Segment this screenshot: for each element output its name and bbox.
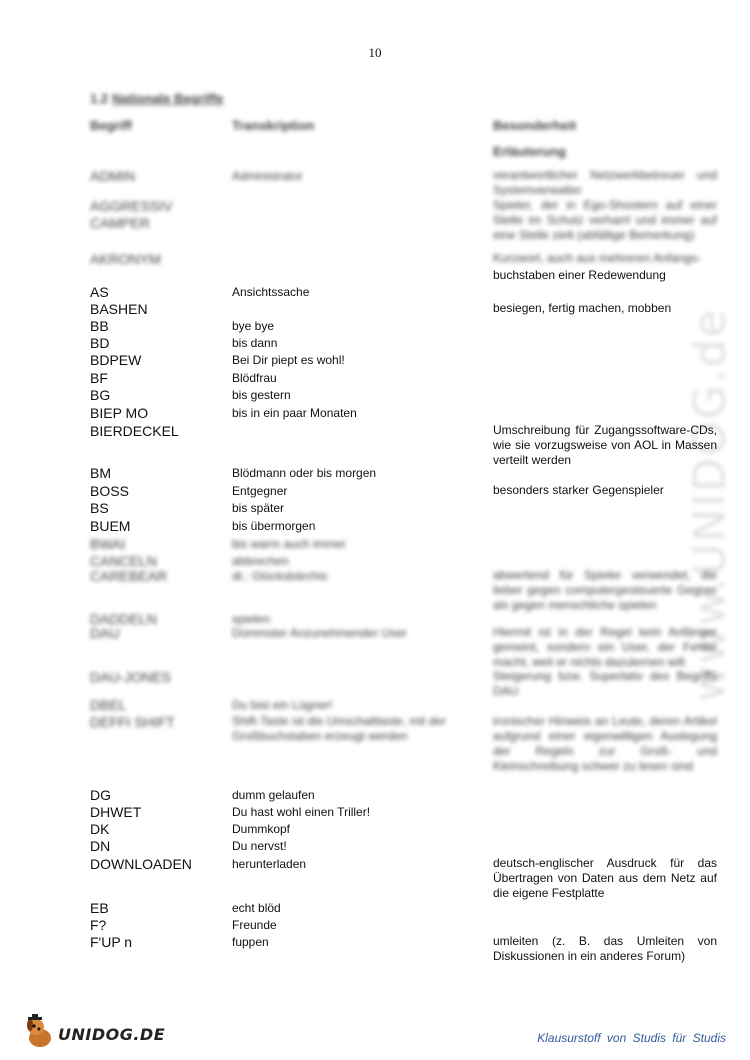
notes-cell: besiegen, fertig machen, mobben bbox=[493, 301, 672, 315]
transcription-cell: spielen bbox=[232, 612, 271, 626]
term-cell: BG bbox=[90, 387, 111, 403]
term-cell: BDPEW bbox=[90, 352, 142, 368]
transcription-cell: Blödmann oder bis morgen bbox=[232, 466, 377, 480]
notes-cell: Kurzwort, auch aus mehreren Anfangs- bbox=[493, 251, 702, 265]
transcription-cell: bis dann bbox=[232, 336, 278, 350]
term-cell: AS bbox=[90, 284, 109, 300]
term-cell: BIEP MO bbox=[90, 405, 149, 421]
term-cell: BF bbox=[90, 370, 108, 386]
section-name: Nationale Begriffe bbox=[112, 91, 224, 106]
transcription-cell: Dummkopf bbox=[232, 822, 291, 836]
transcription-cell: abbrechen bbox=[232, 554, 289, 568]
transcription-cell: Blödfrau bbox=[232, 371, 277, 385]
term-cell: BASHEN bbox=[90, 301, 148, 317]
transcription-cell: bye bye bbox=[232, 319, 275, 333]
transcription-cell: bis später bbox=[232, 501, 285, 515]
transcription-cell: bis gestern bbox=[232, 388, 291, 402]
notes-cell: besonders starker Gegenspieler bbox=[493, 483, 664, 497]
transcription-cell: Bei Dir piept es wohl! bbox=[232, 353, 345, 367]
term-cell: BUEM bbox=[90, 518, 131, 534]
transcription-cell: Shift-Taste ist die Umschalttaste, mit der Großbuchstaben erzeugt werden bbox=[232, 714, 447, 743]
transcription-cell: bis in ein paar Monaten bbox=[232, 406, 357, 420]
term-cell: DG bbox=[90, 787, 111, 803]
term-cell: BIERDECKEL bbox=[90, 423, 179, 439]
column-header-notes-sub: Erläuterung bbox=[493, 144, 566, 159]
transcription-cell: Du bist ein Lügner! bbox=[232, 698, 333, 712]
notes-cell: ironischer Hinweis an Leute, deren Artikel aufgrund einer eigenwilligen Auslegung der Regeln zur Groß- und Kleinschreibung schwer zu lesen sind bbox=[493, 714, 717, 773]
term-cell: BM bbox=[90, 465, 111, 481]
term-cell: DADDELN bbox=[90, 611, 157, 627]
transcription-cell: fuppen bbox=[232, 935, 269, 949]
term-cell: BD bbox=[90, 335, 110, 351]
term-cell: DAU-JONES bbox=[90, 669, 171, 685]
transcription-cell: echt blöd bbox=[232, 901, 281, 915]
term-cell: BB bbox=[90, 318, 109, 334]
term-cell: AKRONYM bbox=[90, 251, 161, 267]
transcription-cell: bis warm auch immer bbox=[232, 537, 347, 551]
transcription-cell: Dümmster Anzunehmender User bbox=[232, 626, 407, 640]
column-header-notes: Besonderheit bbox=[493, 118, 577, 133]
transcription-cell: Freunde bbox=[232, 918, 277, 932]
notes-cell: buchstaben einer Redewendung bbox=[493, 268, 666, 282]
transcription-cell: Entgegner bbox=[232, 484, 288, 498]
notes-cell: Steigerung bzw. Superlativ des Begriffs DAU bbox=[493, 669, 717, 698]
column-header-term: Begriff bbox=[90, 118, 132, 133]
term-cell: DN bbox=[90, 838, 111, 854]
term-cell: BS bbox=[90, 500, 109, 516]
term-cell: DHWET bbox=[90, 804, 142, 820]
column-header-transcription: Transkription bbox=[232, 118, 315, 133]
transcription-cell: bis übermorgen bbox=[232, 519, 316, 533]
notes-cell: Umschreibung für Zugangssoftware-CDs, wie sie vorzugsweise von AOL in Massen verteilt werden bbox=[493, 423, 717, 467]
term-cell: DAU bbox=[90, 625, 120, 641]
term-cell: DK bbox=[90, 821, 110, 837]
term-cell: DOWNLOADEN bbox=[90, 856, 192, 872]
logo-text: UNIDOG.DE bbox=[58, 1025, 166, 1044]
notes-cell: Hiermit ist in der Regel kein Anfänger gemeint, sondern ein User, der Fehler macht, weil er nichts dazulernen will. bbox=[493, 625, 717, 669]
unidog-logo bbox=[22, 1014, 182, 1050]
transcription-cell: Du nervst! bbox=[232, 839, 287, 853]
transcription-cell: Administrator bbox=[232, 169, 303, 183]
term-cell: ADMIN bbox=[90, 168, 136, 184]
dog-icon bbox=[22, 1014, 58, 1050]
transcription-cell: Ansichtssache bbox=[232, 285, 310, 299]
section-number: 1.2 bbox=[90, 91, 109, 106]
transcription-cell: dumm gelaufen bbox=[232, 788, 315, 802]
term-cell: BWAI bbox=[90, 536, 126, 552]
notes-cell: verantwortlicher Netzwerkbetreuer und Systemverwalter bbox=[493, 168, 717, 197]
notes-cell: Spieler, der in Ego-Shootern auf einer Stelle im Schutz verharrt und immer auf eine Stelle zielt (abfällige Bemerkung) bbox=[493, 198, 717, 242]
notes-cell: umleiten (z. B. das Umleiten von Diskussionen in ein anderes Forum) bbox=[493, 934, 717, 963]
page-number: 10 bbox=[368, 45, 382, 60]
term-cell: F'UP n bbox=[90, 934, 133, 950]
notes-cell: deutsch-englischer Ausdruck für das Übertragen von Daten aus dem Netz auf die eigene Festplatte bbox=[493, 856, 717, 900]
transcription-cell: Du hast wohl einen Triller! bbox=[232, 805, 371, 819]
term-cell: BOSS bbox=[90, 483, 129, 499]
term-cell: DEFFI SHIFT bbox=[90, 714, 175, 730]
watermark-text: www.UNIDOG.de bbox=[684, 308, 736, 702]
transcription-cell: dt.: Glücksbärchis bbox=[232, 569, 328, 583]
term-cell: CAREBEAR bbox=[90, 568, 168, 584]
transcription-cell: herunterladen bbox=[232, 857, 307, 871]
term-cell: F? bbox=[90, 917, 107, 933]
term-cell: EB bbox=[90, 900, 109, 916]
term-cell: DBEL bbox=[90, 697, 127, 713]
term-cell: AGGRESSIV CAMPER bbox=[90, 198, 173, 231]
notes-cell: abwertend für Spieler verwendet, die lieber gegen computergesteuerte Gegner als gegen menschliche spielen bbox=[493, 568, 717, 612]
footer-tagline: Klausurstoff von Studis für Studis bbox=[537, 1031, 726, 1045]
term-cell: CANCELN bbox=[90, 553, 157, 569]
section-title bbox=[90, 91, 223, 106]
